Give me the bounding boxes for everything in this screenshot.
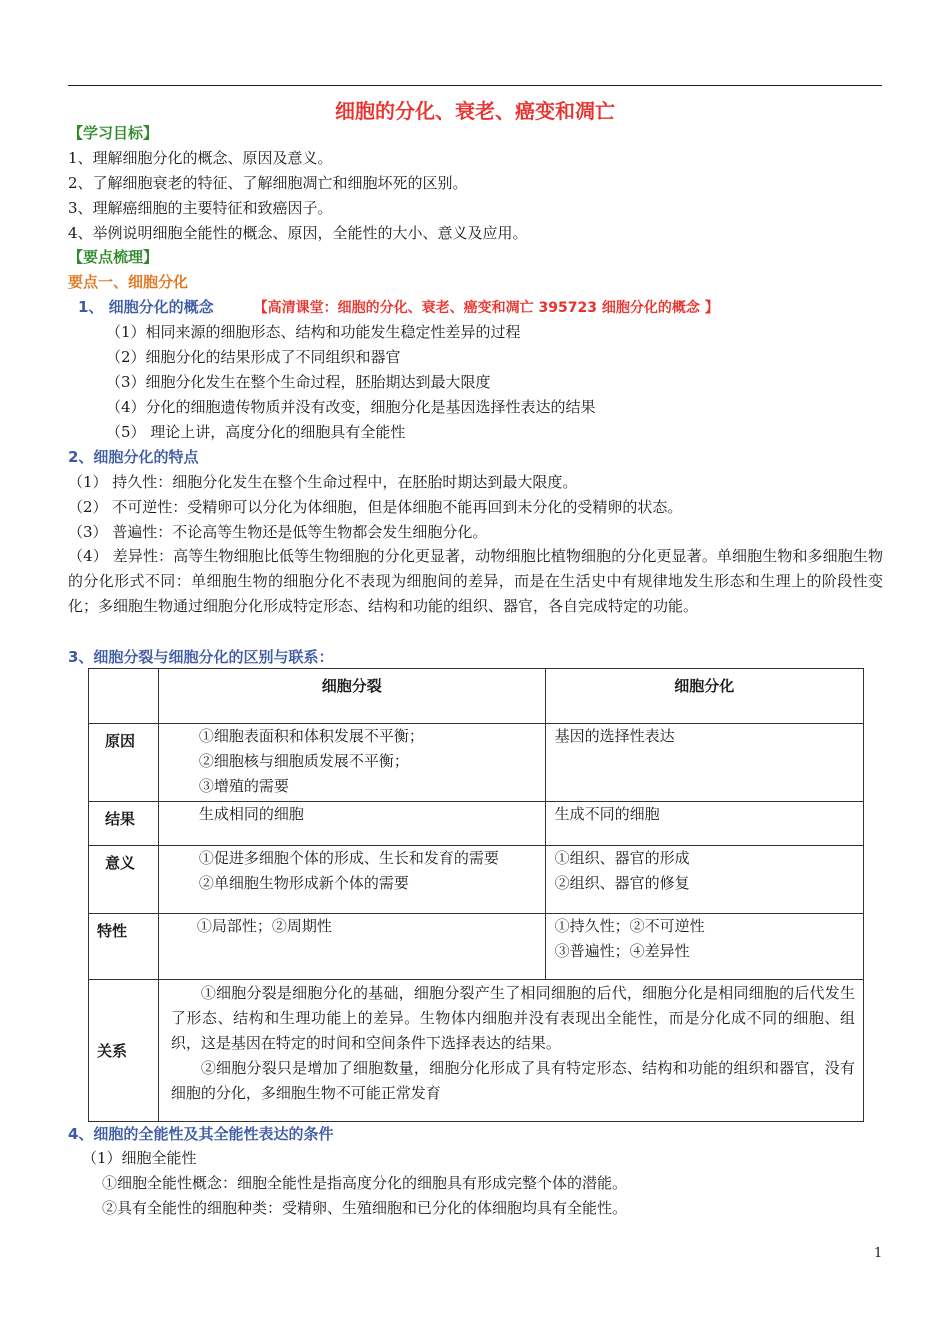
goal-item: 4、举例说明细胞全能性的概念、原因，全能性的大小、意义及应用。 bbox=[68, 224, 528, 242]
row-label: 原因 bbox=[89, 724, 159, 802]
cell-line: ②组织、器官的修复 bbox=[554, 874, 690, 892]
cell-line: ②单细胞生物形成新个体的需要 bbox=[198, 874, 409, 892]
cell-line: ③普遍性；④差异性 bbox=[554, 942, 690, 960]
cell-line: ①促进多细胞个体的形成、生长和发育的需要 bbox=[198, 849, 499, 867]
row-label: 结果 bbox=[89, 802, 159, 846]
table-cell bbox=[545, 724, 863, 802]
cell-line: 生成不同的细胞 bbox=[554, 805, 660, 823]
column-header-differentiation: 细胞分化 bbox=[545, 669, 863, 724]
table-cell bbox=[545, 802, 863, 846]
totipotency-item: ①细胞全能性概念：细胞全能性是指高度分化的细胞具有形成完整个体的潜能。 bbox=[102, 1174, 628, 1192]
totipotency-heading: 4、细胞的全能性及其全能性表达的条件 bbox=[68, 1125, 334, 1143]
table-cell bbox=[158, 802, 545, 846]
section1-heading: 要点一、细胞分化 bbox=[68, 273, 189, 291]
learning-goals-heading: 【学习目标】 bbox=[68, 124, 159, 142]
table-cell bbox=[545, 914, 863, 980]
concept-heading-row bbox=[78, 297, 719, 318]
table-corner bbox=[89, 669, 159, 724]
feature-item-4: （4） 差异性：高等生物细胞比低等生物细胞的分化更显著，动物细胞比植物细胞的分化更显著。单细胞生物和多细胞生物的分化形式不同：单细胞生物的细胞分化不表现为细胞间的差异，而是在生活史中有规律地发生形态和生理上的阶段性变化；多细胞生物通过细胞分化形成特定形态、结构和功能的组织、器官，各自完成特定的功能。 bbox=[68, 547, 883, 615]
cell-line: ②细胞核与细胞质发展不平衡； bbox=[198, 752, 409, 770]
feature-item: （2） 不可逆性：受精卵可以分化为体细胞，但是体细胞不能再回到未分化的受精卵的状态。 bbox=[68, 498, 683, 516]
row-label: 关系 bbox=[89, 980, 159, 1122]
concept-link[interactable]: 【高清课堂：细胞的分化、衰老、癌变和凋亡 395723 细胞分化的概念 】 bbox=[253, 300, 719, 316]
cell-line: 生成相同的细胞 bbox=[198, 805, 304, 823]
relation-paragraph: ①细胞分裂是细胞分化的基础，细胞分裂产生了相同细胞的后代，细胞分化是相同细胞的后代发生了形态、结构和生理功能上的差异。生物体内细胞并没有表现出全能性，而是分化成不同的细胞、组织，这是基因在特定的时间和空间条件下选择表达的结果。 bbox=[170, 984, 855, 1052]
concept-heading: 1、 细胞分化的概念 bbox=[78, 298, 214, 316]
concept-item: （1）相同来源的细胞形态、结构和功能发生稳定性差异的过程 bbox=[106, 323, 521, 341]
page-title: 细胞的分化、衰老、癌变和凋亡 bbox=[335, 99, 615, 123]
concept-item: （5） 理论上讲，高度分化的细胞具有全能性 bbox=[106, 423, 406, 441]
table-row bbox=[89, 846, 864, 914]
table-row bbox=[89, 724, 864, 802]
table-cell bbox=[158, 914, 545, 980]
cell-line: ①组织、器官的形成 bbox=[554, 849, 690, 867]
cell-line: ①持久性；②不可逆性 bbox=[554, 917, 705, 935]
row-label: 意义 bbox=[89, 846, 159, 914]
goal-item: 1、理解细胞分化的概念、原因及意义。 bbox=[68, 149, 333, 167]
table-header-row bbox=[89, 669, 864, 724]
concept-item: （2）细胞分化的结果形成了不同组织和器官 bbox=[106, 348, 401, 366]
page-number: 1 bbox=[874, 1246, 883, 1261]
table-row bbox=[89, 802, 864, 846]
table-row bbox=[89, 914, 864, 980]
header-rule bbox=[68, 85, 882, 86]
column-header-division: 细胞分裂 bbox=[158, 669, 545, 724]
cell-line: ③增殖的需要 bbox=[198, 777, 289, 795]
totipotency-sub: （1）细胞全能性 bbox=[82, 1149, 197, 1167]
comparison-table bbox=[88, 668, 864, 1122]
compare-heading: 3、细胞分裂与细胞分化的区别与联系： bbox=[68, 648, 334, 666]
cell-line: ①局部性；②周期性 bbox=[196, 917, 332, 935]
key-points-heading: 【要点梳理】 bbox=[68, 248, 159, 266]
table-cell bbox=[545, 846, 863, 914]
totipotency-item: ②具有全能性的细胞种类：受精卵、生殖细胞和已分化的体细胞均具有全能性。 bbox=[102, 1199, 628, 1217]
relation-paragraph: ②细胞分裂只是增加了细胞数量，细胞分化形成了具有特定形态、结构和功能的组织和器官，没有细胞的分化，多细胞生物不可能正常发育 bbox=[170, 1059, 855, 1102]
relation-cell bbox=[158, 980, 863, 1122]
goal-item: 2、了解细胞衰老的特征、了解细胞凋亡和细胞坏死的区别。 bbox=[68, 174, 468, 192]
features-heading: 2、细胞分化的特点 bbox=[68, 448, 199, 466]
table-row bbox=[89, 980, 864, 1122]
concept-item: （4）分化的细胞遗传物质并没有改变，细胞分化是基因选择性表达的结果 bbox=[106, 398, 596, 416]
row-label: 特性 bbox=[89, 914, 159, 980]
table-cell bbox=[158, 846, 545, 914]
goal-item: 3、理解癌细胞的主要特征和致癌因子。 bbox=[68, 199, 333, 217]
concept-item: （3）细胞分化发生在整个生命过程，胚胎期达到最大限度 bbox=[106, 373, 491, 391]
feature-item: （3） 普遍性：不论高等生物还是低等生物都会发生细胞分化。 bbox=[68, 523, 488, 541]
cell-line: ①细胞表面积和体积发展不平衡； bbox=[198, 727, 424, 745]
feature-item: （1） 持久性：细胞分化发生在整个生命过程中，在胚胎时期达到最大限度。 bbox=[68, 473, 578, 491]
table-cell bbox=[158, 724, 545, 802]
cell-line: 基因的选择性表达 bbox=[554, 727, 675, 745]
